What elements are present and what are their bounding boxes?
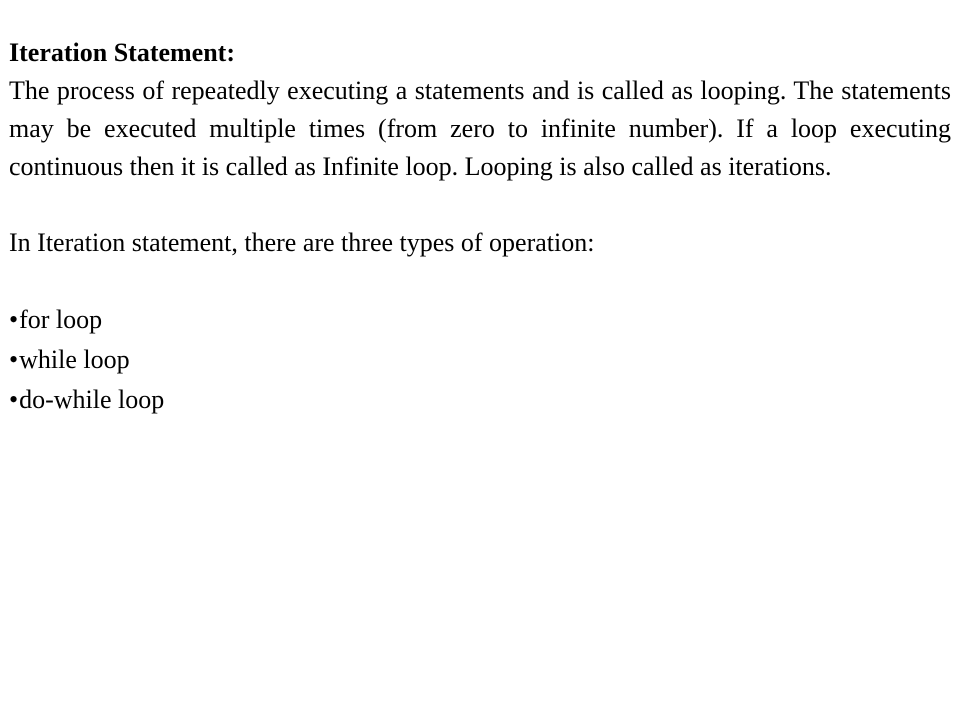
list-item: [9, 300, 951, 340]
intro-text: In Iteration statement, there are three types of operation:: [9, 228, 595, 257]
list-item: [9, 380, 951, 420]
loop-types-list: [9, 300, 951, 420]
bullet-icon: •: [9, 385, 19, 414]
list-item-label: while loop: [19, 345, 130, 374]
list-item-label: do-while loop: [19, 385, 165, 414]
bullet-icon: •: [9, 305, 19, 334]
definition-paragraph: The process of repeatedly executing a statements and is called as looping. The statements may be executed multiple times (from zero to infinite number). If a loop executing continuous then it is called as Infinite loop. Looping is also called as iterations.: [9, 76, 951, 181]
list-item: [9, 340, 951, 380]
section-heading: Iteration Statement:: [9, 38, 235, 67]
bullet-icon: •: [9, 345, 19, 374]
slide-content: [9, 34, 951, 420]
list-item-label: for loop: [19, 305, 103, 334]
